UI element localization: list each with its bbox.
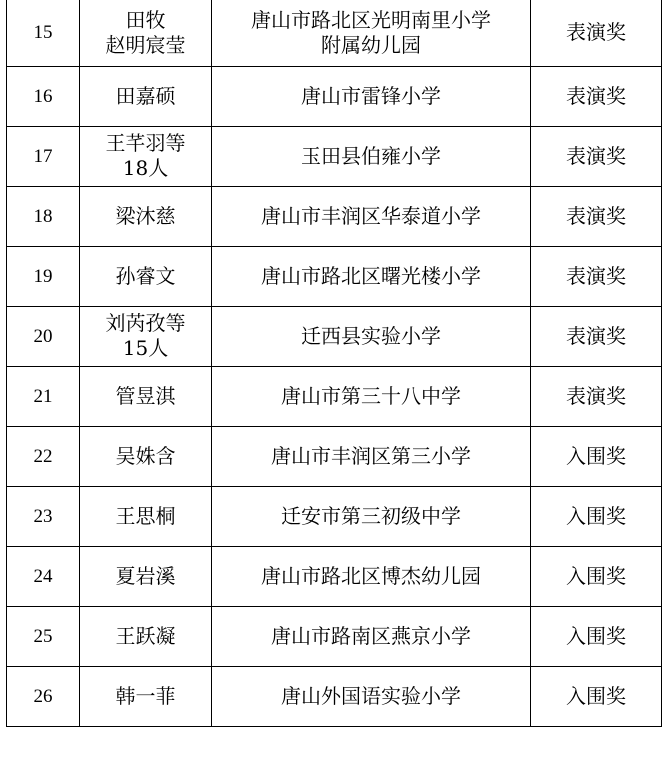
school-name-line: 唐山市雷锋小学	[301, 83, 441, 108]
award-cell: 表演奖	[531, 366, 662, 426]
school-name-line: 迁安市第三初级中学	[281, 503, 461, 528]
school-cell	[212, 66, 531, 126]
participant-name-line: 孙睿文	[115, 263, 176, 288]
participant-name-cell	[80, 546, 212, 606]
table-row	[7, 546, 662, 606]
participant-name-line: 王跃凝	[115, 623, 176, 648]
school-cell	[212, 666, 531, 726]
school-name-line: 附属幼儿园	[321, 32, 421, 57]
participant-name-cell	[80, 366, 212, 426]
school-cell	[212, 366, 531, 426]
school-cell	[212, 306, 531, 366]
award-cell: 表演奖	[531, 306, 662, 366]
award-cell: 入围奖	[531, 426, 662, 486]
participant-name-line: 梁沐慈	[115, 203, 176, 228]
participant-name-cell	[80, 486, 212, 546]
table-row	[7, 366, 662, 426]
participant-name-cell	[80, 426, 212, 486]
row-number-cell: 17	[7, 126, 80, 186]
participant-name-line: 吴姝含	[115, 443, 176, 468]
school-name-line: 唐山外国语实验小学	[281, 683, 461, 708]
school-name-line: 唐山市路南区燕京小学	[271, 623, 471, 648]
school-name-line: 唐山市路北区曙光楼小学	[261, 263, 481, 288]
award-cell: 表演奖	[531, 246, 662, 306]
participant-name-line: 15人	[122, 336, 169, 360]
participant-name-cell	[80, 666, 212, 726]
row-number-cell: 23	[7, 486, 80, 546]
participant-name-line: 夏岩溪	[115, 563, 176, 588]
row-number-cell: 16	[7, 66, 80, 126]
school-name-line: 玉田县伯雍小学	[301, 143, 441, 168]
participant-name-line: 刘芮孜等	[105, 311, 186, 335]
table-row	[7, 66, 662, 126]
school-cell	[212, 546, 531, 606]
participant-name-line: 韩一菲	[115, 683, 176, 708]
participant-name-line: 管昱淇	[115, 383, 176, 408]
award-table-body	[7, 0, 662, 726]
participant-name-line: 王思桐	[115, 503, 176, 528]
school-name-line: 唐山市丰润区第三小学	[271, 443, 471, 468]
table-row	[7, 186, 662, 246]
award-cell: 入围奖	[531, 606, 662, 666]
award-cell: 表演奖	[531, 186, 662, 246]
school-name-line: 唐山市路北区博杰幼儿园	[261, 563, 481, 588]
table-row	[7, 246, 662, 306]
participant-name-cell	[80, 0, 212, 66]
school-cell	[212, 186, 531, 246]
participant-name-cell	[80, 186, 212, 246]
table-row	[7, 606, 662, 666]
table-row	[7, 486, 662, 546]
table-row	[7, 426, 662, 486]
participant-name-cell	[80, 246, 212, 306]
school-cell	[212, 0, 531, 66]
row-number-cell: 21	[7, 366, 80, 426]
award-table-container	[6, 0, 662, 727]
row-number-cell: 18	[7, 186, 80, 246]
participant-name-line: 王芊羽等	[105, 131, 186, 155]
school-cell	[212, 246, 531, 306]
participant-name-line: 田牧	[125, 7, 166, 32]
award-cell: 入围奖	[531, 486, 662, 546]
row-number-cell: 26	[7, 666, 80, 726]
school-cell	[212, 126, 531, 186]
participant-name-line: 田嘉硕	[115, 83, 176, 108]
participant-name-line: 18人	[122, 156, 169, 180]
row-number-cell: 20	[7, 306, 80, 366]
award-table	[6, 0, 662, 727]
table-row	[7, 0, 662, 66]
school-name-line: 迁西县实验小学	[301, 323, 441, 348]
award-cell: 表演奖	[531, 66, 662, 126]
school-cell	[212, 606, 531, 666]
participant-name-cell	[80, 606, 212, 666]
row-number-cell: 15	[7, 0, 80, 66]
school-cell	[212, 486, 531, 546]
table-row	[7, 666, 662, 726]
row-number-cell: 24	[7, 546, 80, 606]
row-number-cell: 25	[7, 606, 80, 666]
participant-name-cell	[80, 66, 212, 126]
table-row	[7, 126, 662, 186]
school-name-line: 唐山市丰润区华泰道小学	[261, 203, 481, 228]
award-cell: 入围奖	[531, 546, 662, 606]
school-name-line: 唐山市第三十八中学	[281, 383, 461, 408]
participant-name-line: 赵明宸莹	[105, 32, 186, 57]
award-cell: 入围奖	[531, 666, 662, 726]
award-cell: 表演奖	[531, 126, 662, 186]
row-number-cell: 22	[7, 426, 80, 486]
table-row	[7, 306, 662, 366]
participant-name-cell	[80, 126, 212, 186]
school-name-line: 唐山市路北区光明南里小学	[251, 7, 491, 32]
award-cell: 表演奖	[531, 0, 662, 66]
school-cell	[212, 426, 531, 486]
row-number-cell: 19	[7, 246, 80, 306]
participant-name-cell	[80, 306, 212, 366]
